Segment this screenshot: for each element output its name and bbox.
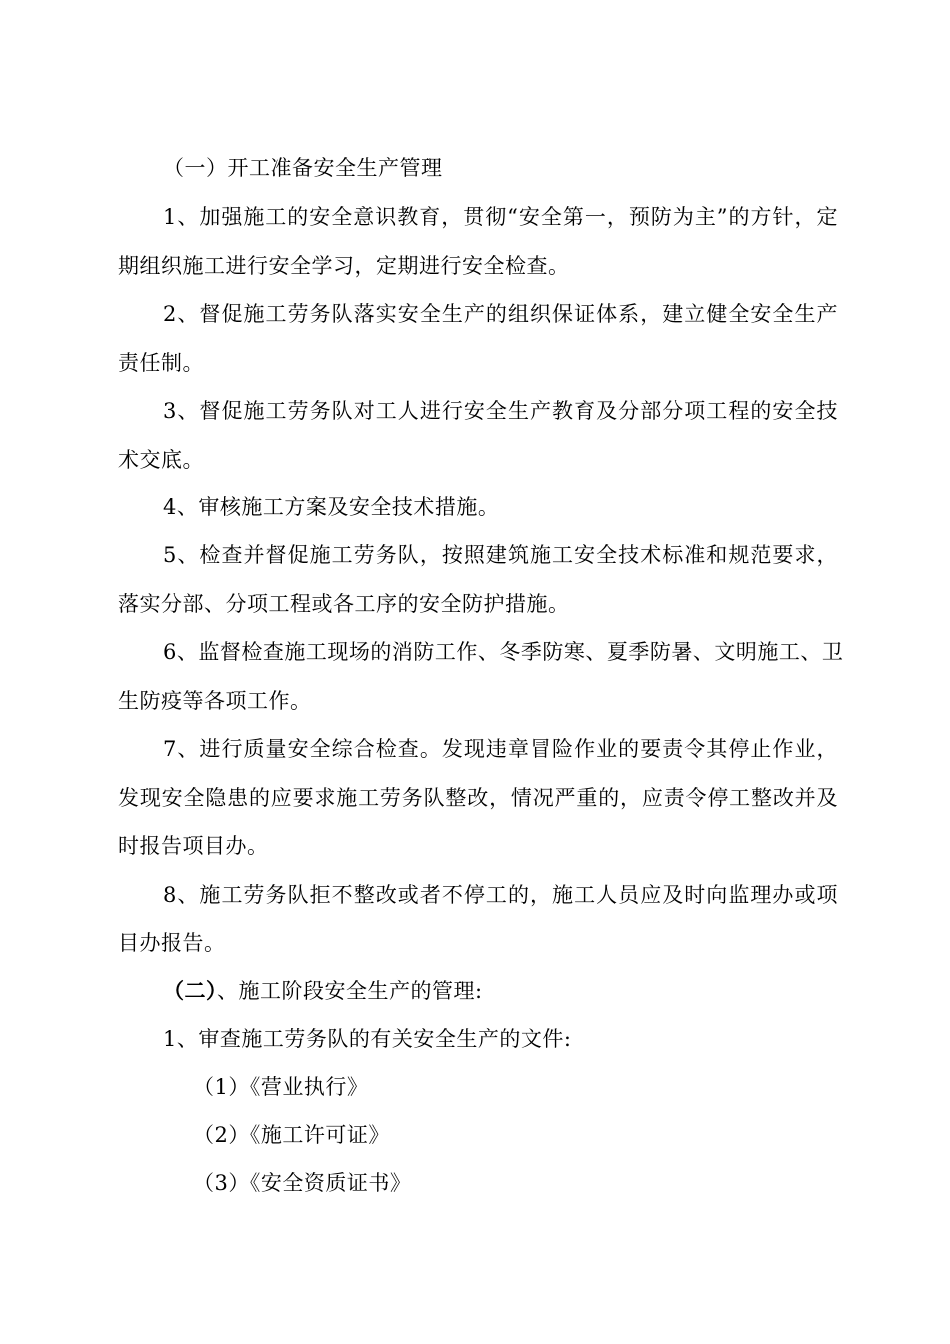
item-6-line-1: 6、监督检查施工现场的消防工作、冬季防寒、夏季防暑、文明施工、卫 [163, 640, 844, 664]
item-4-line-1: 4、审核施工方案及安全技术措施。 [163, 495, 500, 519]
section-1-heading: （一）开工准备安全生产管理 [163, 156, 443, 180]
section-2-heading-text: 、施工阶段安全生产的管理: [217, 979, 483, 1003]
item-1-line-1: 1、加强施工的安全意识教育，贯彻“安全第一，预防为主”的方针，定 [163, 205, 838, 229]
section-2-heading-number: （二） [163, 978, 217, 1003]
section-2-heading [163, 976, 883, 1006]
item-7-line-1: 7、进行质量安全综合检查。发现违章冒险作业的要责令其停止作业， [163, 737, 838, 761]
item-8-line-1: 8、施工劳务队拒不整改或者不停工的，施工人员应及时向监理办或项 [163, 883, 838, 907]
item-7-line-3: 时报告项目办。 [118, 834, 269, 858]
doc-list-item-2: （2）《施工许可证》 [193, 1123, 390, 1147]
item-2-line-2: 责任制。 [118, 351, 204, 375]
item-5-line-2: 落实分部、分项工程或各工序的安全防护措施。 [118, 592, 570, 616]
item-5-line-1: 5、检查并督促施工劳务队，按照建筑施工安全技术标准和规范要求， [163, 543, 838, 567]
doc-list-item-1: （1）《营业执行》 [193, 1075, 369, 1099]
item-3-line-1: 3、督促施工劳务队对工人进行安全生产教育及分部分项工程的安全技 [163, 399, 838, 423]
item-2-line-1: 2、督促施工劳务队落实安全生产的组织保证体系，建立健全安全生产 [163, 302, 838, 326]
item-7-line-2: 发现安全隐患的应要求施工劳务队整改，情况严重的，应责令停工整改并及 [118, 786, 838, 810]
item-3-line-2: 术交底。 [118, 448, 204, 472]
doc-list-item-3: （3）《安全资质证书》 [193, 1171, 412, 1195]
item-6-line-2: 生防疫等各项工作。 [118, 689, 312, 713]
item-8-line-2: 目办报告。 [118, 931, 226, 955]
item-1-line-2: 期组织施工进行安全学习，定期进行安全检查。 [118, 254, 570, 278]
section-2-item-1: 1、审查施工劳务队的有关安全生产的文件: [163, 1027, 572, 1051]
